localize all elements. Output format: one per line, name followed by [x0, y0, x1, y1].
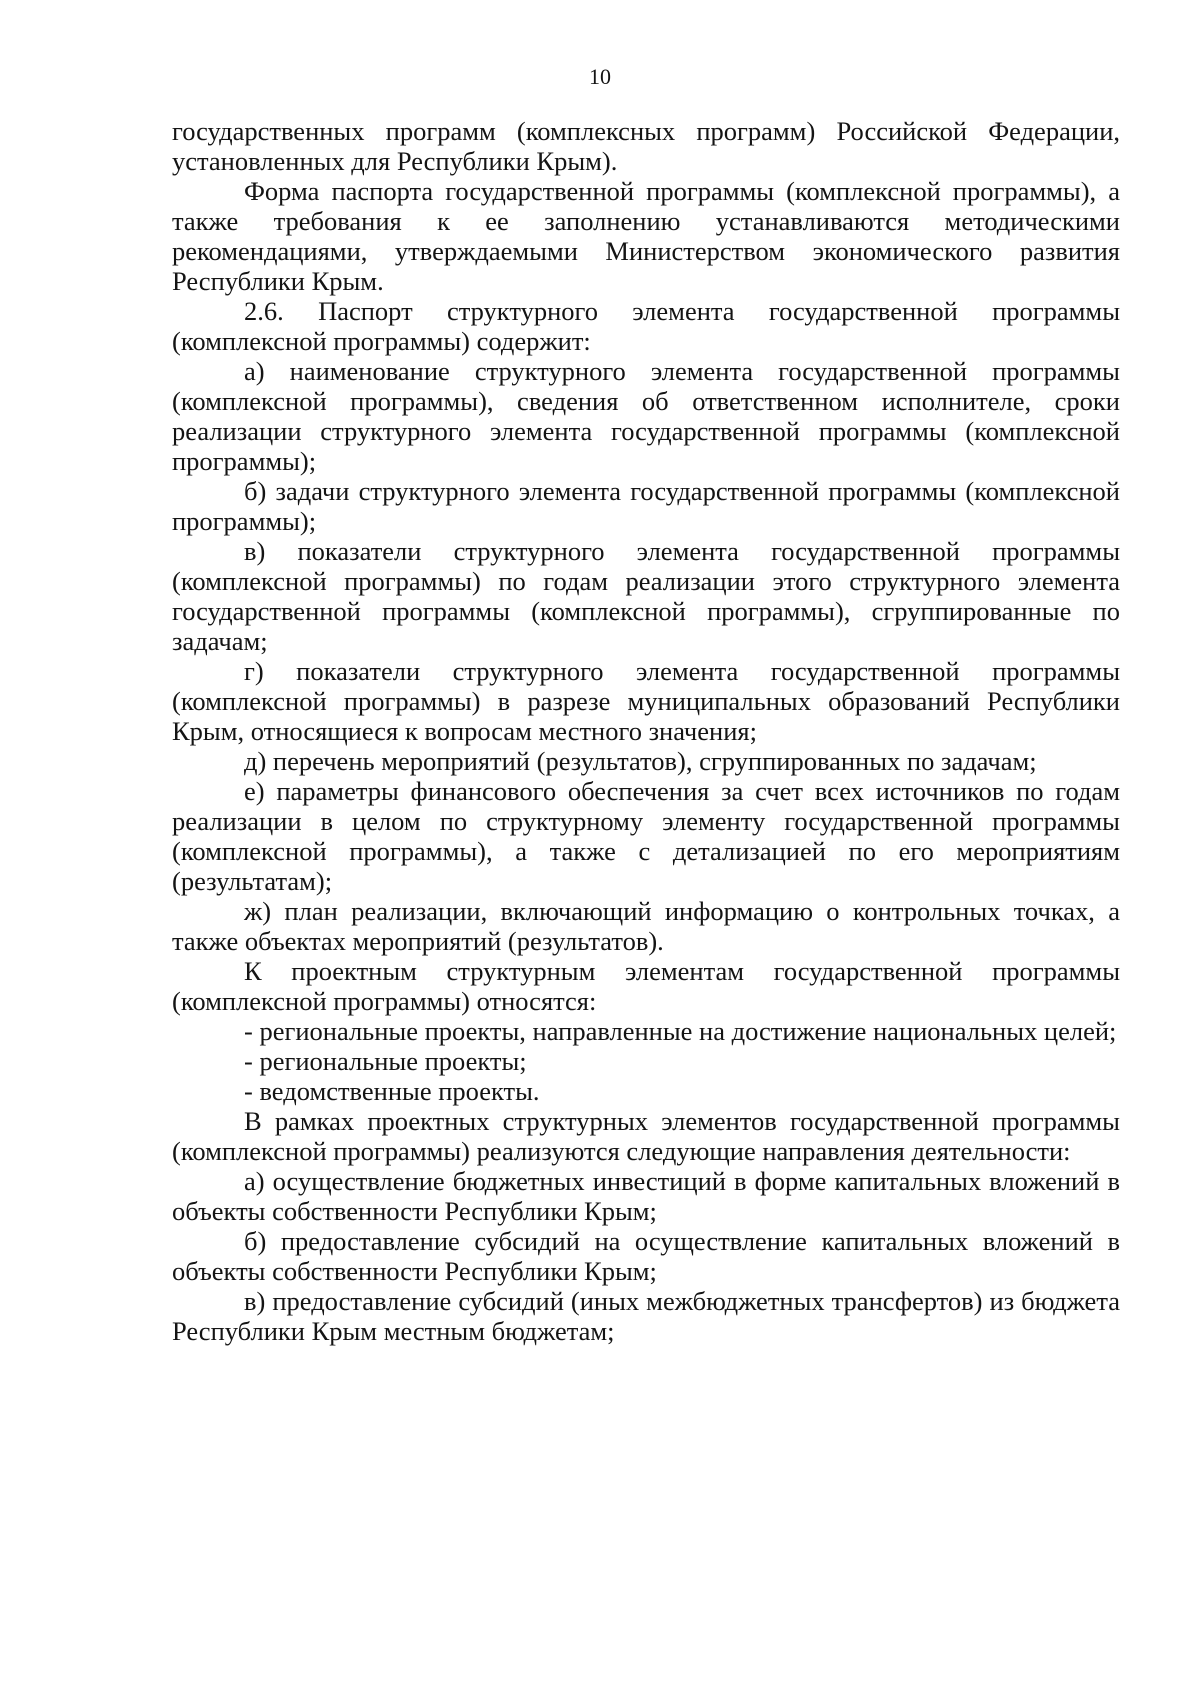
direction-item-b: б) предоставление субсидий на осуществление капитальных вложений в объекты собственности Республики Крым; — [172, 1226, 1120, 1286]
dash-item-departmental-projects: - ведомственные проекты. — [244, 1076, 540, 1106]
paragraph-section-2-6: 2.6. Паспорт структурного элемента государственной программы (комплексной программы) содержит: — [172, 296, 1120, 356]
list-item-b: б) задачи структурного элемента государственной программы (комплексной программы); — [172, 476, 1120, 536]
direction-item-v: в) предоставление субсидий (иных межбюджетных трансфертов) из бюджета Республики Крым местным бюджетам; — [172, 1286, 1120, 1346]
document-body — [172, 116, 1120, 1346]
paragraph-activity-directions: В рамках проектных структурных элементов государственной программы (комплексной программы) реализуются следующие направления деятельности: — [172, 1106, 1120, 1166]
paragraph-continuation: государственных программ (комплексных программ) Российской Федерации, установленных для Республики Крым). — [172, 116, 1120, 176]
list-item-d: д) перечень мероприятий (результатов), сгруппированных по задачам; — [244, 746, 1037, 776]
dash-item-regional-projects: - региональные проекты; — [244, 1046, 527, 1076]
paragraph-project-elements: К проектным структурным элементам государственной программы (комплексной программы) относятся: — [172, 956, 1120, 1016]
list-item-a: а) наименование структурного элемента государственной программы (комплексной программы), сведения об ответственном исполнителе, сроки реализации структурного элемента государственной программы (комплексной программы); — [172, 356, 1120, 476]
paragraph-passport-form: Форма паспорта государственной программы (комплексной программы), а также требования к ее заполнению устанавливаются методическими рекомендациями, утверждаемыми Министерством экономического развития Республики Крым. — [172, 176, 1120, 296]
list-item-e: е) параметры финансового обеспечения за счет всех источников по годам реализации в целом по структурному элементу государственной программы (комплексной программы), а также с детализацией по его мероприятиям (результатам); — [172, 776, 1120, 896]
direction-item-a: а) осуществление бюджетных инвестиций в форме капитальных вложений в объекты собственности Республики Крым; — [172, 1166, 1120, 1226]
list-item-zh: ж) план реализации, включающий информацию о контрольных точках, а также объектах мероприятий (результатов). — [172, 896, 1120, 956]
page-number: 10 — [589, 64, 611, 89]
dash-item-national-goals: - региональные проекты, направленные на достижение национальных целей; — [244, 1016, 1117, 1046]
list-item-g: г) показатели структурного элемента государственной программы (комплексной программы) в разрезе муниципальных образований Республики Крым, относящиеся к вопросам местного значения; — [172, 656, 1120, 746]
list-item-v: в) показатели структурного элемента государственной программы (комплексной программы) по годам реализации этого структурного элемента государственной программы (комплексной программы), сгруппированные по задачам; — [172, 536, 1120, 656]
